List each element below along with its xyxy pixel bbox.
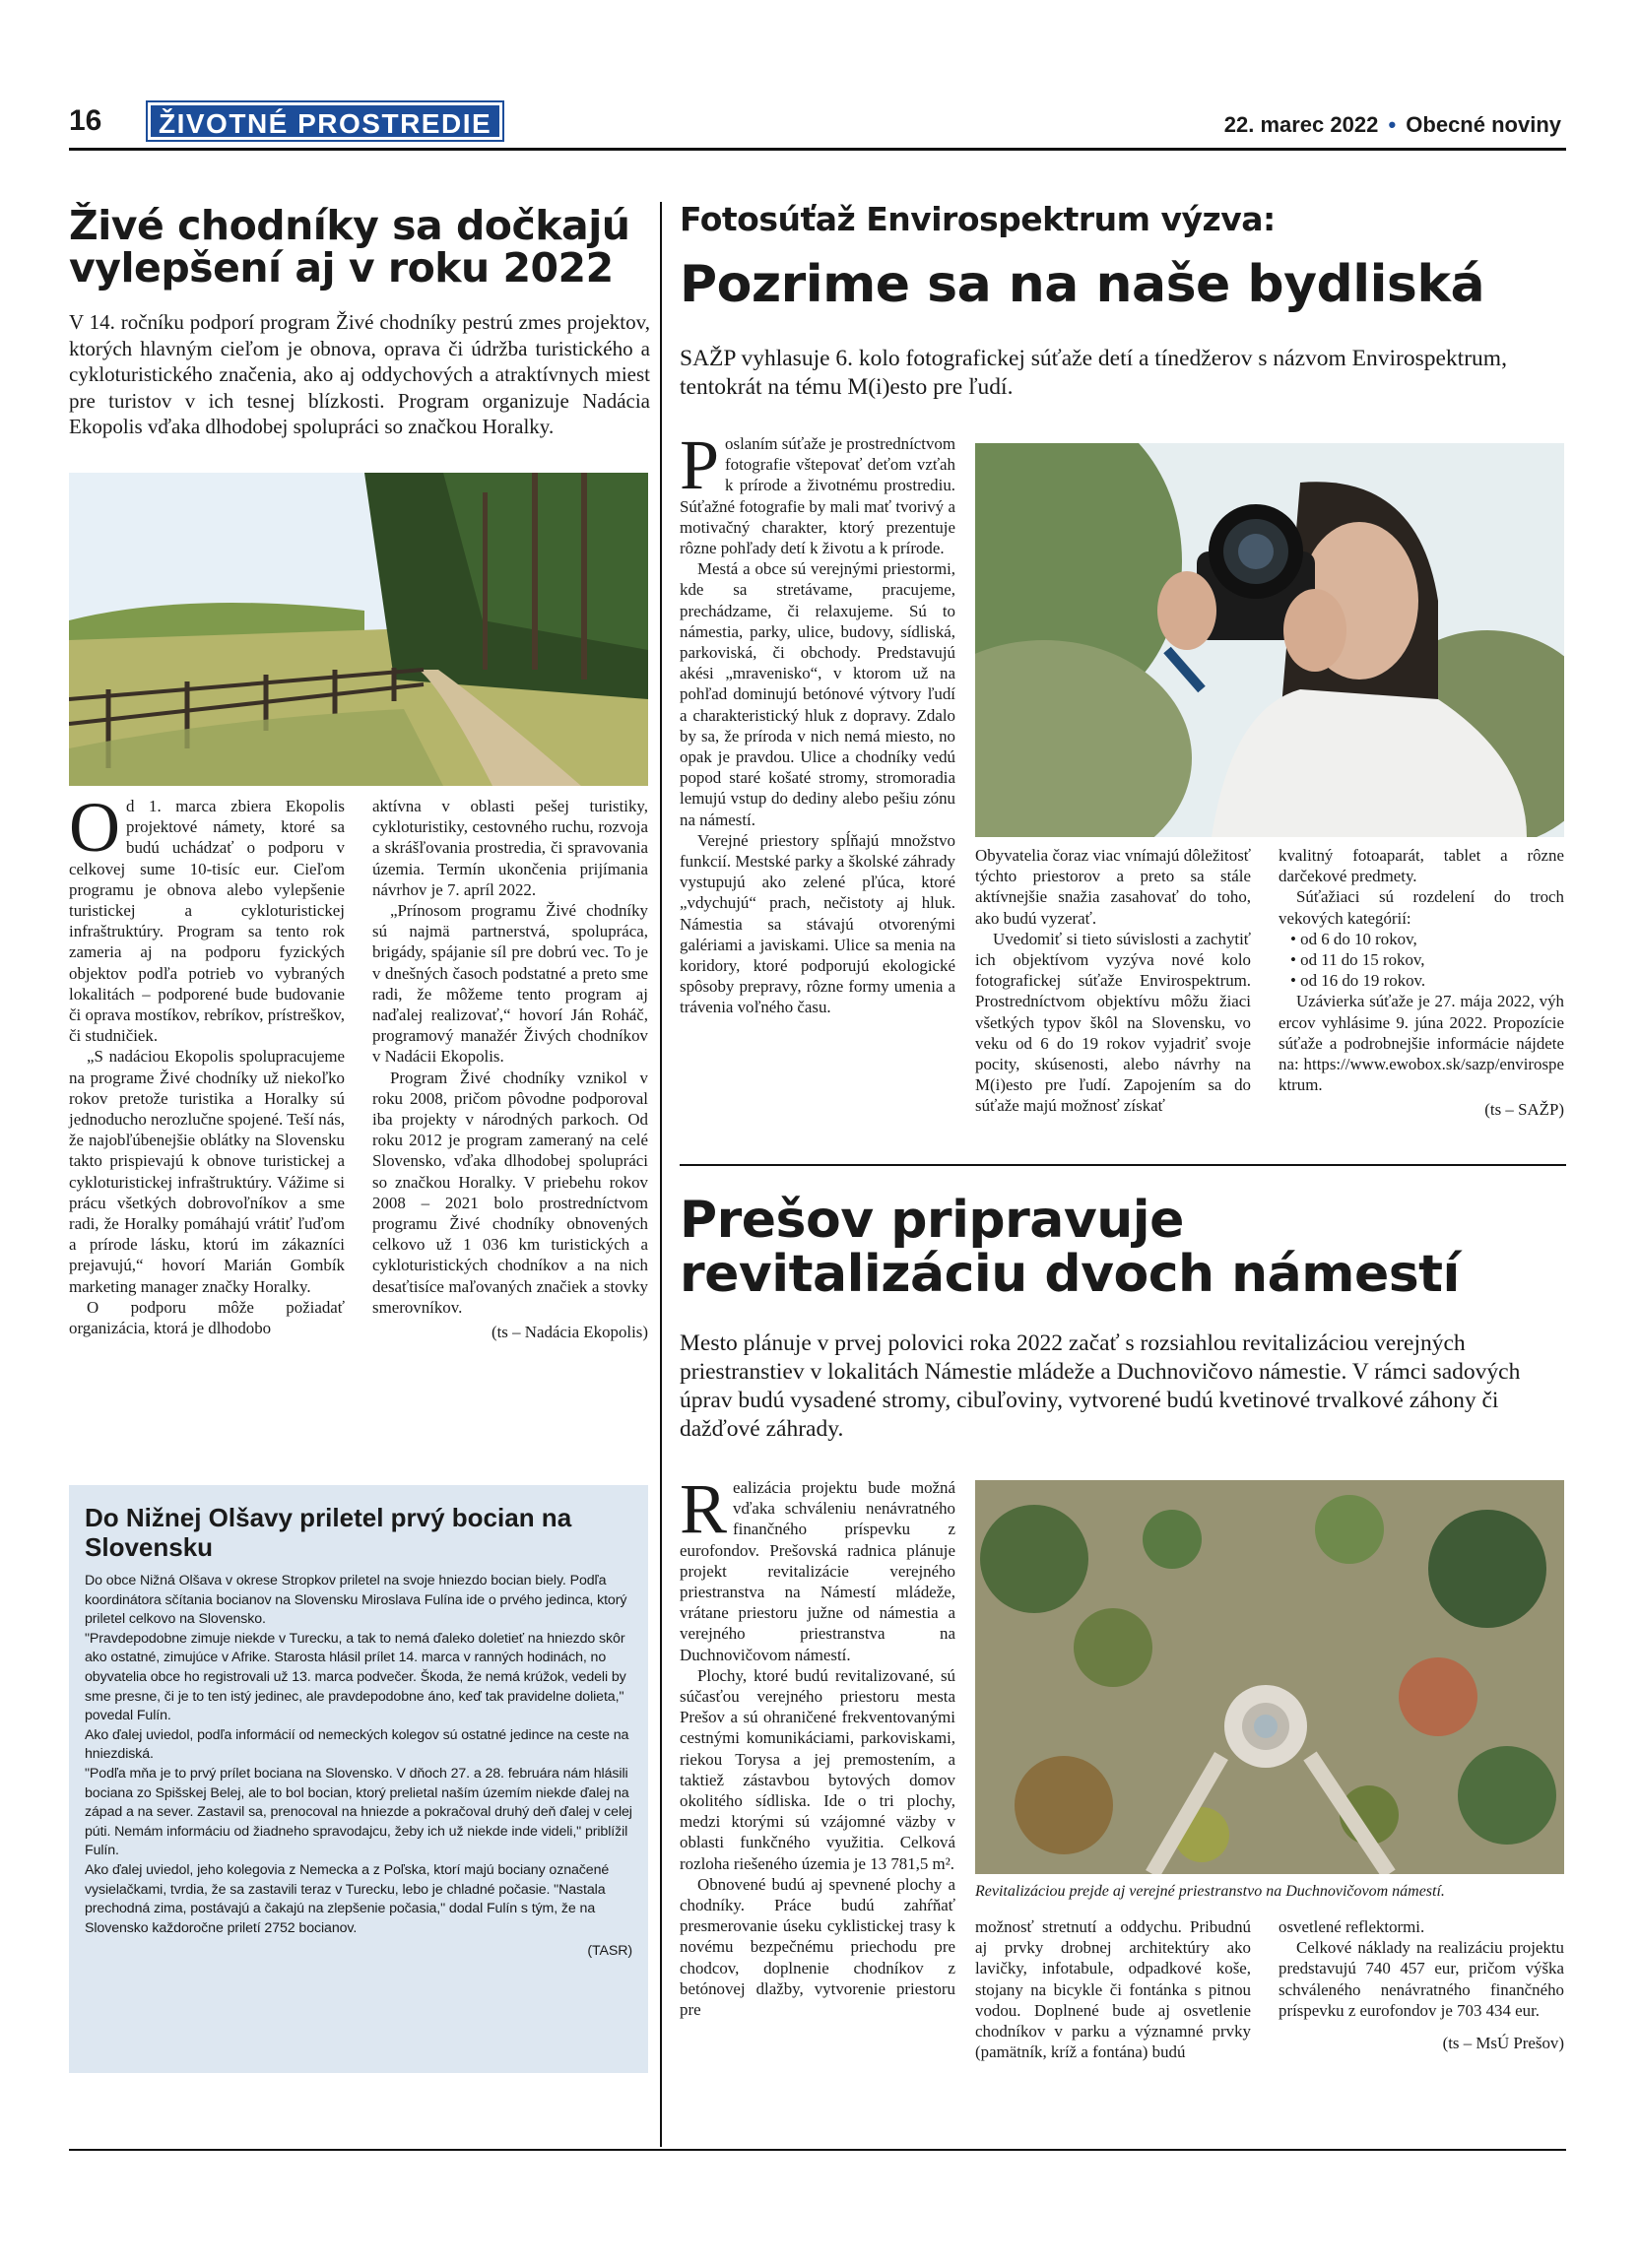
page-number: 16: [69, 104, 102, 137]
article-3-column-3: [1279, 1916, 1564, 2053]
article-3-column-2: [975, 1916, 1251, 2062]
article-1-title: Živé chodníky sa dočkajú vylepšení aj v roku 2022: [69, 202, 630, 292]
article-2-paragraph: kvalitný fotoaparát, tablet a rôzne darčekové predmety.: [1279, 846, 1564, 886]
article-2-column-2: [975, 845, 1251, 1117]
photographer-photo-image: [975, 443, 1564, 837]
article-3-title: Prešov pripravuje revitalizáciu dvoch námestí: [680, 1191, 1460, 1304]
article-1-byline: (ts – Nadácia Ekopolis): [491, 1323, 648, 1342]
article-2-paragraph: Verejné priestory spĺňajú množstvo funkcií. Mestské parky a školské záhrady vystupujú ako zelené pľúca, ktoré „vdychujú“ prach, nečistoty aj hluk. Námestia sa stávajú otvorenými galériami a javiskami. Ulice sa menia na koridory, ktoré podporujú ekologické spôsoby prepravy, rôzne formy umenia a trávenia voľného času.: [680, 830, 955, 1017]
article-2-paragraph: Mestá a obce sú verejnými priestormi, kde sa stretávame, pracujeme, prechádzame, či relaxujeme. Sú to námestia, parky, ulice, budovy, sídliská, parkoviská, či obchody. Predstavujú akési „mravenisko“, v ktorom už na pohľad dominujú betónové výtvory ľudí a charakteristický hluk z dopravy. Zdalo by sa, že príroda v nich nemá miesto, no opak je pravdou. Ulice a chodníky vedú popod staré košaté stromy, stromoradia lemujú vstup do dediny alebo pešiu zónu na námestí.: [680, 559, 955, 829]
age-category: • od 6 do 10 rokov,: [1290, 929, 1417, 948]
article-1-lead: V 14. ročníku podporí program Živé chodníky pestrú zmes projektov, ktorých hlavným cieľom je obnova, oprava či údržba turistického a cykloturistického značenia, ako aj oddychových a atraktívnych miest pre turistov v ich tesnej blízkosti. Program organizuje Nadácia Ekopolis vďaka dlhodobej spolupráci so značkou Horalky.: [69, 310, 650, 439]
issue-date: 22. marec 2022: [1223, 112, 1379, 137]
stork-title: Do Nižnej Olšavy priletel prvý bocian na Slovensku: [85, 1503, 572, 1562]
article-1-column-2: [372, 796, 648, 1342]
park-aerial-photo-image: [975, 1480, 1564, 1874]
stork-paragraph: Ako ďalej uviedol, podľa informácií od nemeckých kolegov sú ostatné jedince na ceste na hniezdiská.: [85, 1726, 629, 1763]
footer-rule: [69, 2149, 1566, 2151]
article-2-title: Pozrime sa na naše bydliská: [680, 255, 1485, 314]
article-2-paragraph: oslaním súťaže je prostredníctvom fotografie vštepovať deťom vzťah k prírode a životnému prostrediu. Súťažné fotografie by mali mať tvorivý a motivačný charakter, ktorý prezentuje rôzne pohľady detí k životu a k prírode.: [680, 434, 955, 558]
article-3-paragraph: Obnovené budú aj spevnené plochy a chodníky. Práce budú zahŕňať presmerovanie úseku cyklistickej trasy k novému bezpečnému priechodu pre chodcov, doplnenie chodníkov z betónovej dlažby, vytvorenie priestoru pre: [680, 1874, 955, 2020]
park-aerial-photo: [975, 1480, 1564, 1874]
article-1-dropcap: O: [69, 788, 120, 867]
article-3-byline: (ts – MsÚ Prešov): [1442, 2034, 1564, 2053]
article-1-paragraph: „S nadáciou Ekopolis spolupracujeme na programe Živé chodníky už niekoľko rokov pretože turistika a Horalky sú jednoducho nerozlučne spojené. Teší nás, že najobľúbenejšie oblátky na Slovensku takto prispievajú k obnove turistickej a cykloturistickej infraštruktúry. Vážime si prácu všetkých dobrovoľníkov a sme radi, že Horalky pomáhajú vrátiť ľuďom a prírode lásku, ktorú im zákazníci prejavujú,“ hovorí Marián Gombík marketing manager značky Horalky.: [69, 1047, 345, 1296]
issue-info: [1224, 112, 1561, 138]
article-separator: [680, 1164, 1566, 1166]
article-2-paragraph: Uzávierka súťaže je 27. mája 2022, výhercov vyhlásime 9. júna 2022. Propozície súťaže a podrobnejšie informácie nájdete na: https://www.ewobox.sk/sazp/envirospektrum.: [1279, 992, 1564, 1095]
stork-paragraph: "Podľa mňa je to prvý prílet bociana na Slovensko. V dňoch 27. a 28. februára nám hlásili bociana zo Spišskej Belej, ale to bol bocian, ktorý prelietal naším územím niekde ďalej na západ a na sever. Zastavil sa, prenocoval na hniezde a pokračoval druhý deň ďalej v celej púti. Nemám informáciu od žiadneho spravodajcu, žeby ich už niekde inde videli," priblížil Fulín.: [85, 1765, 632, 1859]
stork-paragraph: "Pravdepodobne zimuje niekde v Turecku, a tak to nemá ďaleko doletieť na hniezdo skôr ako ostatné, zimujúce v Afrike. Starosta hlásil prílet 14. marca v ranných hodinách, no obyvatelia obce ho registrovali už 13. marca podvečer. Škoda, že nemá krúžok, vedeli by sme presne, či je to ten istý jedinec, ale pravdepodobne áno, keď tak pravidelne dolieta," povedal Fulín.: [85, 1630, 626, 1724]
article-3-dropcap: R: [680, 1469, 728, 1548]
article-1-paragraph: O podporu môže požiadať organizácia, ktorá je dlhodobo: [69, 1297, 345, 1338]
article-2-column-1: [680, 425, 955, 1018]
stork-body: [85, 1572, 632, 1962]
article-3-lead: Mesto plánuje v prvej polovici roka 2022 začať s rozsiahlou revitalizáciou verejných priestranstiev v lokalitách Námestie mládeže a Duchnovičovo námestie. V rámci sadových úprav budú vysadené stromy, cibuľoviny, vytvorené budú kvetinové trvalkové záhony či dažďové záhrady.: [680, 1330, 1521, 1442]
article-2-paragraph: Obyvatelia čoraz viac vnímajú dôležitosť týchto priestorov a preto sa stále aktívnejšie snažia zasahovať do toho, ako budú vyzerať.: [975, 846, 1251, 928]
article-3-paragraph: ealizácia projektu bude možná vďaka schváleniu nenávratného finančného príspevku z eurofondov. Prešovská radnica plánuje projekt revitalizácie verejného priestranstva na Námestí mládeže, vrátane priestoru južne od námestia a verejného priestranstva na Duchnovičovom námestí.: [680, 1478, 955, 1664]
column-divider: [660, 202, 662, 2147]
article-2-byline: (ts – SAŽP): [1484, 1100, 1564, 1120]
article-1-paragraph: d 1. marca zbiera Ekopolis projektové námety, ktoré sa budú uchádzať o podporu v celkovej sume 10-tisíc eur. Cieľom programu je obnova alebo vylepšenie turistickej a cykloturistickej infraštruktúry. Program sa tento rok zameria aj na podporu fyzických objektov podľa potrieb vo vybraných lokalitách – podporené bude budovanie či oprava mostíkov, rebríkov, prístreškov, či studničiek.: [69, 797, 345, 1046]
article-2-kicker: Fotosúťaž Envirospektrum výzva:: [680, 200, 1276, 238]
trail-photo: [69, 473, 648, 786]
article-1-paragraph: aktívna v oblasti pešej turistiky, cykloturistiky, cestovného ruchu, rozvoja a skrášľovania prostredia, či spravovania územia. Termín ukončenia prijímania návrhov je 7. apríl 2022.: [372, 797, 648, 899]
trail-photo-image: [69, 473, 648, 786]
stork-byline: (TASR): [587, 1943, 632, 1960]
paper-name: Obecné noviny: [1406, 112, 1561, 137]
photographer-photo: [975, 443, 1564, 837]
article-2-lead: SAŽP vyhlasuje 6. kolo fotografickej súťaže detí a tínedžerov s názvom Envirospektrum, tentokrát na tému M(i)esto pre ľudí.: [680, 346, 1507, 400]
stork-news-box: [69, 1485, 648, 2073]
article-1-paragraph: Program Živé chodníky vznikol v roku 2008, pričom pôvodne podporoval iba projekty v národných parkoch. Od roku 2012 je program zameraný na celé Slovensko, vďaka dlhodobej spolupráci so značkou Horalky. V priebehu rokov 2008 – 2021 bolo prostredníctvom programu Živé chodníky obnovených celkovo už 1 036 km turistických a cykloturistických chodníkov a na nich desaťtisíce maľovaných značiek a stovky smerovníkov.: [372, 1068, 648, 1317]
header-rule: [69, 148, 1566, 151]
age-category: • od 11 do 15 rokov,: [1290, 950, 1425, 970]
stork-paragraph: Do obce Nižná Olšava v okrese Stropkov priletel na svoje hniezdo bocian biely. Podľa koordinátora sčítania bocianov na Slovensku Miroslava Fulína ide o prvého jedinca, ktorý priletel celkovo na Slovensko.: [85, 1573, 627, 1628]
age-category-list: [1279, 929, 1564, 992]
park-photo-caption: Revitalizáciou prejde aj verejné priestranstvo na Duchnovičovom námestí.: [975, 1883, 1445, 1900]
article-2-paragraph: Uvedomiť si tieto súvislosti a zachytiť ich objektívom vyzýva nové kolo fotografickej súťaže Envirospektrum. Prostredníctvom objektívu môžu žiaci všetkých typov škôl na Slovensku, vo veku od 6 do 19 rokov vyjadriť svoje pocity, skúsenosti, alebo návrhy na M(i)esto pre ľudí. Zapojením sa do súťaže majú možnosť získať: [975, 929, 1251, 1116]
article-1-paragraph: „Prínosom programu Živé chodníky sú najmä partnerstvá, spolupráca, brigády, spájanie síl pre dobrú vec. To je v dnešných časoch podstatné a preto sme radi, že môžeme tento program aj naďalej realizovať,“ hovorí Ján Roháč, programový manažér Živých chodníkov v Nadácii Ekopolis.: [372, 901, 648, 1067]
article-1-column-1: [69, 788, 345, 1338]
article-3-column-1: [680, 1469, 955, 2020]
separator-dot: •: [1388, 112, 1397, 137]
stork-paragraph: Ako ďalej uviedol, jeho kolegovia z Nemecka a z Poľska, ktorí majú bociany označené vysielačkami, tvrdia, že sa zastavili teraz v Turecku, lebo je chladné počasie. "Nastala prechodná zima, postávajú a čakajú na zlepšenie počasia," dodal Fulín s tým, že na Slovensko každoročne priletí 2752 bocianov.: [85, 1861, 610, 1936]
article-3-paragraph: možnosť stretnutí a oddychu. Pribudnú aj prvky drobnej architektúry ako lavičky, infotabule, odpadkové koše, stojany na bicykle či fontánka s pitnou vodou. Doplnené bude aj osvetlenie chodníkov v parku a významné prvky (pamätník, kríž a fontána) budú: [975, 1917, 1251, 2062]
article-3-paragraph: osvetlené reflektormi.: [1279, 1917, 1425, 1936]
article-2-paragraph: Súťažiaci sú rozdelení do troch vekových kategórií:: [1279, 887, 1564, 928]
article-2-dropcap: P: [680, 425, 720, 504]
article-3-paragraph: Celkové náklady na realizáciu projektu predstavujú 740 457 eur, pričom výška schváleného nenávratného finančného príspevku z eurofondov je 703 434 eur.: [1279, 1938, 1564, 2020]
age-category: • od 16 do 19 rokov.: [1290, 971, 1426, 991]
article-3-paragraph: Plochy, ktoré budú revitalizované, sú súčasťou verejného priestoru mesta Prešov a sú ohraničené frekventovanými cestnými komunikáciami, parkoviskami, riekou Torysa a jej premostením, a taktiež zástavbou bytových domov okolitého sídliska. Ide o tri plochy, medzi ktorými sú vzájomné väzby v oblasti funkčného využitia. Celková rozloha riešeného územia je 13 781,5 m².: [680, 1665, 955, 1873]
section-label: ŽIVOTNÉ PROSTREDIE: [148, 102, 502, 140]
article-2-column-3: [1279, 845, 1564, 1121]
